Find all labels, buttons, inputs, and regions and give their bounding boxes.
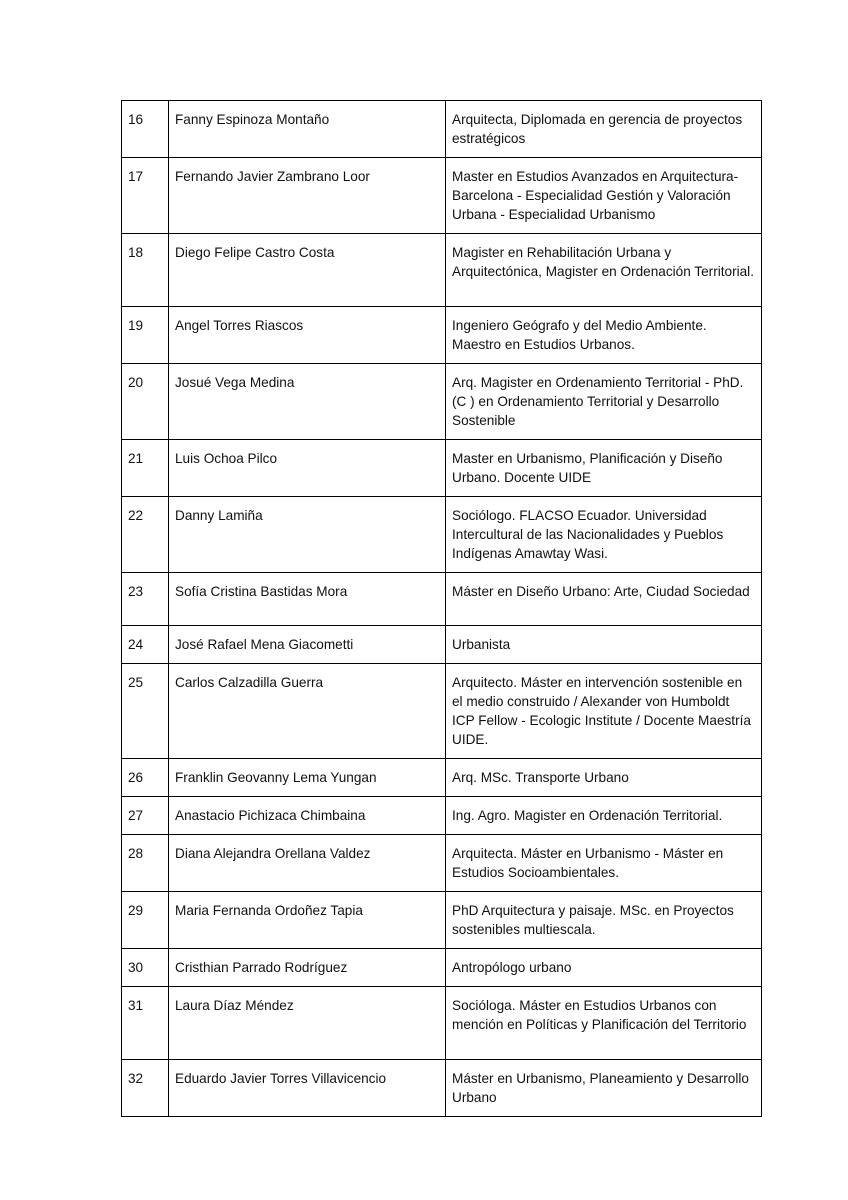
table-row bbox=[122, 101, 762, 158]
table-row bbox=[122, 664, 762, 759]
members-table bbox=[121, 100, 762, 1117]
member-credentials: Magister en Rehabilitación Urbana y Arquitectónica, Magister en Ordenación Territorial. bbox=[446, 234, 762, 307]
table-row bbox=[122, 987, 762, 1060]
row-number: 26 bbox=[122, 759, 169, 797]
member-credentials: Máster en Diseño Urbano: Arte, Ciudad Sociedad bbox=[446, 573, 762, 626]
member-name: Diego Felipe Castro Costa bbox=[169, 234, 446, 307]
member-name: Danny Lamiña bbox=[169, 497, 446, 573]
member-name: Josué Vega Medina bbox=[169, 364, 446, 440]
member-credentials: Arq. MSc. Transporte Urbano bbox=[446, 759, 762, 797]
member-credentials: Sociólogo. FLACSO Ecuador. Universidad Intercultural de las Nacionalidades y Pueblos Indígenas Amawtay Wasi. bbox=[446, 497, 762, 573]
member-credentials: Antropólogo urbano bbox=[446, 949, 762, 987]
table-row bbox=[122, 1060, 762, 1117]
member-name: Sofía Cristina Bastidas Mora bbox=[169, 573, 446, 626]
member-name: Carlos Calzadilla Guerra bbox=[169, 664, 446, 759]
row-number: 25 bbox=[122, 664, 169, 759]
member-name: Anastacio Pichizaca Chimbaina bbox=[169, 797, 446, 835]
member-name: Fanny Espinoza Montaño bbox=[169, 101, 446, 158]
table-row bbox=[122, 440, 762, 497]
member-name: Eduardo Javier Torres Villavicencio bbox=[169, 1060, 446, 1117]
member-credentials: Socióloga. Máster en Estudios Urbanos con mención en Políticas y Planificación del Territorio bbox=[446, 987, 762, 1060]
row-number: 22 bbox=[122, 497, 169, 573]
member-credentials: Master en Estudios Avanzados en Arquitectura-Barcelona - Especialidad Gestión y Valoración Urbana - Especialidad Urbanismo bbox=[446, 158, 762, 234]
table-row bbox=[122, 626, 762, 664]
row-number: 23 bbox=[122, 573, 169, 626]
row-number: 29 bbox=[122, 892, 169, 949]
row-number: 30 bbox=[122, 949, 169, 987]
table-row bbox=[122, 307, 762, 364]
table-row bbox=[122, 364, 762, 440]
table-row bbox=[122, 234, 762, 307]
member-name: Cristhian Parrado Rodríguez bbox=[169, 949, 446, 987]
row-number: 20 bbox=[122, 364, 169, 440]
table-row bbox=[122, 573, 762, 626]
member-name: Fernando Javier Zambrano Loor bbox=[169, 158, 446, 234]
member-credentials: Máster en Urbanismo, Planeamiento y Desarrollo Urbano bbox=[446, 1060, 762, 1117]
member-name: Angel Torres Riascos bbox=[169, 307, 446, 364]
table-row bbox=[122, 759, 762, 797]
member-credentials: Arquitecto. Máster en intervención sostenible en el medio construido / Alexander von Humboldt ICP Fellow - Ecologic Institute / Docente Maestría UIDE. bbox=[446, 664, 762, 759]
row-number: 18 bbox=[122, 234, 169, 307]
table-row bbox=[122, 892, 762, 949]
row-number: 32 bbox=[122, 1060, 169, 1117]
member-credentials: PhD Arquitectura y paisaje. MSc. en Proyectos sostenibles multiescala. bbox=[446, 892, 762, 949]
member-credentials: Ingeniero Geógrafo y del Medio Ambiente. Maestro en Estudios Urbanos. bbox=[446, 307, 762, 364]
table-row bbox=[122, 835, 762, 892]
member-name: Maria Fernanda Ordoñez Tapia bbox=[169, 892, 446, 949]
row-number: 21 bbox=[122, 440, 169, 497]
member-credentials: Ing. Agro. Magister en Ordenación Territorial. bbox=[446, 797, 762, 835]
table-row bbox=[122, 158, 762, 234]
row-number: 16 bbox=[122, 101, 169, 158]
row-number: 24 bbox=[122, 626, 169, 664]
table-row bbox=[122, 949, 762, 987]
member-credentials: Urbanista bbox=[446, 626, 762, 664]
table-row bbox=[122, 497, 762, 573]
member-name: Luis Ochoa Pilco bbox=[169, 440, 446, 497]
row-number: 31 bbox=[122, 987, 169, 1060]
member-credentials: Arq. Magister en Ordenamiento Territorial - PhD. (C ) en Ordenamiento Territorial y Desarrollo Sostenible bbox=[446, 364, 762, 440]
row-number: 28 bbox=[122, 835, 169, 892]
member-credentials: Arquitecta, Diplomada en gerencia de proyectos estratégicos bbox=[446, 101, 762, 158]
row-number: 27 bbox=[122, 797, 169, 835]
member-name: Laura Díaz Méndez bbox=[169, 987, 446, 1060]
row-number: 17 bbox=[122, 158, 169, 234]
member-name: Diana Alejandra Orellana Valdez bbox=[169, 835, 446, 892]
member-credentials: Master en Urbanismo, Planificación y Diseño Urbano. Docente UIDE bbox=[446, 440, 762, 497]
table-row bbox=[122, 797, 762, 835]
member-name: José Rafael Mena Giacometti bbox=[169, 626, 446, 664]
member-credentials: Arquitecta. Máster en Urbanismo - Máster en Estudios Socioambientales. bbox=[446, 835, 762, 892]
member-name: Franklin Geovanny Lema Yungan bbox=[169, 759, 446, 797]
row-number: 19 bbox=[122, 307, 169, 364]
